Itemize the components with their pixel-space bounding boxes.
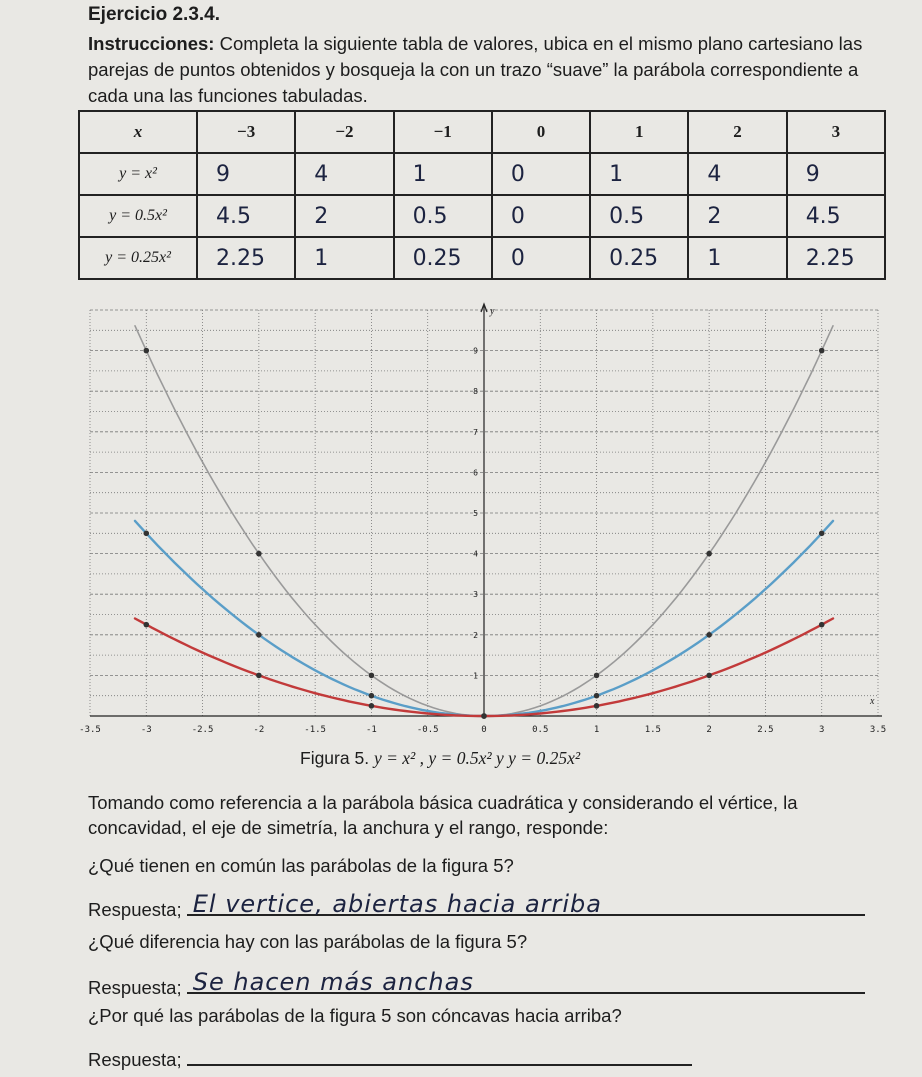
table-row bbox=[79, 153, 885, 195]
data-point bbox=[706, 673, 712, 679]
answer-1-line[interactable] bbox=[187, 890, 865, 916]
data-point bbox=[819, 348, 825, 354]
data-point bbox=[369, 673, 375, 679]
table-cell[interactable]: 1 bbox=[394, 153, 492, 195]
table-row-label: y = 0.5x² bbox=[79, 195, 197, 237]
table-header-cell: −2 bbox=[295, 111, 393, 153]
table-cell[interactable]: 4.5 bbox=[787, 195, 885, 237]
table-row bbox=[79, 237, 885, 279]
table-cell[interactable]: 1 bbox=[295, 237, 393, 279]
x-tick-label: 2.5 bbox=[757, 725, 774, 735]
table-header-cell: 2 bbox=[688, 111, 786, 153]
y-tick-label: 1 bbox=[473, 671, 478, 681]
table-row-label: y = 0.25x² bbox=[79, 237, 197, 279]
data-point bbox=[594, 693, 600, 699]
data-point bbox=[256, 551, 262, 557]
table-cell[interactable]: 0.25 bbox=[394, 237, 492, 279]
table-header-cell: −1 bbox=[394, 111, 492, 153]
data-point bbox=[369, 693, 375, 699]
table-row bbox=[79, 195, 885, 237]
table-header-cell: 3 bbox=[787, 111, 885, 153]
caption-prefix: Figura 5. bbox=[300, 748, 370, 768]
y-tick-label: 2 bbox=[473, 630, 478, 640]
y-tick-label: 6 bbox=[473, 468, 478, 478]
x-tick-label: 0 bbox=[481, 725, 487, 735]
data-point bbox=[819, 531, 825, 537]
y-tick-label: 3 bbox=[473, 590, 478, 600]
table-cell[interactable]: 4 bbox=[688, 153, 786, 195]
x-axis-label: x bbox=[870, 696, 875, 707]
table-cell[interactable]: 9 bbox=[197, 153, 295, 195]
table-header-cell: 1 bbox=[590, 111, 688, 153]
answer-2-text: Se hacen más anchas bbox=[192, 968, 474, 996]
data-point bbox=[256, 673, 262, 679]
x-tick-label: 1 bbox=[593, 725, 600, 735]
instructions bbox=[88, 31, 888, 109]
values-table bbox=[78, 110, 886, 280]
table-row-label: y = x² bbox=[79, 153, 197, 195]
table-header-x: x bbox=[79, 111, 197, 153]
x-tick-label: 3 bbox=[819, 725, 825, 735]
answer-1 bbox=[88, 890, 888, 922]
answer-3-label: Respuesta; bbox=[88, 1049, 182, 1070]
y-tick-label: 8 bbox=[473, 387, 478, 397]
instructions-label: Instrucciones: bbox=[88, 33, 215, 54]
table-header-row bbox=[79, 111, 885, 153]
y-axis-label: y bbox=[490, 306, 495, 317]
instructions-text: Completa la siguiente tabla de valores, ubica en el mismo plano cartesiano las parejas de puntos obtenidos y bosqueja la con un trazo “suave” la parábola correspondiente a cada una las funciones tabuladas. bbox=[88, 33, 863, 106]
data-point bbox=[819, 622, 825, 628]
answer-3 bbox=[88, 1040, 888, 1072]
answer-1-label: Respuesta; bbox=[88, 899, 182, 920]
caption-math: y = x² , y = 0.5x² y y = 0.25x² bbox=[373, 748, 581, 768]
x-tick-label: -1.5 bbox=[304, 725, 326, 735]
y-tick-label: 9 bbox=[473, 346, 478, 356]
answer-2-line[interactable] bbox=[187, 968, 865, 994]
answer-2 bbox=[88, 968, 888, 1000]
table-cell[interactable]: 4 bbox=[295, 153, 393, 195]
table-header-cell: 0 bbox=[492, 111, 590, 153]
table-cell[interactable]: 2.25 bbox=[787, 237, 885, 279]
x-tick-label: -1 bbox=[366, 725, 377, 735]
data-point bbox=[143, 531, 149, 537]
x-tick-label: -2 bbox=[253, 725, 265, 735]
data-point bbox=[143, 348, 149, 354]
table-cell[interactable]: 2 bbox=[688, 195, 786, 237]
question-1: ¿Qué tienen en común las parábolas de la figura 5? bbox=[88, 855, 514, 876]
table-cell[interactable]: 0.5 bbox=[590, 195, 688, 237]
questions-intro: Tomando como referencia a la parábola básica cuadrática y considerando el vértice, la concavidad, el eje de simetría, la anchura y el rango, responde: bbox=[88, 792, 798, 838]
x-tick-label: 0.5 bbox=[532, 725, 549, 735]
y-tick-label: 4 bbox=[473, 549, 478, 559]
table-cell[interactable]: 4.5 bbox=[197, 195, 295, 237]
data-point bbox=[143, 622, 149, 628]
data-point bbox=[256, 632, 262, 638]
data-point bbox=[594, 673, 600, 679]
table-cell[interactable]: 0 bbox=[492, 237, 590, 279]
x-tick-label: -2.5 bbox=[191, 725, 214, 735]
table-cell[interactable]: 2.25 bbox=[197, 237, 295, 279]
y-tick-label: 7 bbox=[473, 427, 478, 437]
x-tick-label: 3.5 bbox=[869, 725, 887, 735]
y-tick-label: 5 bbox=[473, 509, 478, 518]
answer-2-label: Respuesta; bbox=[88, 977, 182, 998]
answer-1-text: El vertice, abiertas hacia arriba bbox=[192, 890, 602, 918]
x-tick-label: -3.5 bbox=[79, 725, 101, 735]
exercise-title: Ejercicio 2.3.4. bbox=[88, 4, 221, 25]
table-cell[interactable]: 1 bbox=[590, 153, 688, 195]
table-cell[interactable]: 2 bbox=[295, 195, 393, 237]
data-point bbox=[481, 713, 487, 719]
table-cell[interactable]: 9 bbox=[787, 153, 885, 195]
x-tick-label: 2 bbox=[706, 725, 712, 735]
table-cell[interactable]: 0.5 bbox=[394, 195, 492, 237]
table-cell[interactable]: 0.25 bbox=[590, 237, 688, 279]
data-point bbox=[706, 632, 712, 638]
parabola-graph bbox=[78, 296, 888, 742]
question-3: ¿Por qué las parábolas de la figura 5 son cóncavas hacia arriba? bbox=[88, 1005, 622, 1026]
x-tick-label: -3 bbox=[140, 725, 152, 735]
data-point bbox=[706, 551, 712, 557]
data-point bbox=[369, 703, 375, 709]
table-cell[interactable]: 0 bbox=[492, 195, 590, 237]
data-point bbox=[594, 703, 600, 709]
x-tick-label: 1.5 bbox=[644, 725, 661, 735]
question-2: ¿Qué diferencia hay con las parábolas de la figura 5? bbox=[88, 931, 528, 952]
figure-caption bbox=[300, 748, 580, 769]
table-header-cell: −3 bbox=[197, 111, 295, 153]
x-tick-label: -0.5 bbox=[416, 725, 439, 735]
table-cell[interactable]: 0 bbox=[492, 153, 590, 195]
table-cell[interactable]: 1 bbox=[688, 237, 786, 279]
answer-3-line[interactable] bbox=[187, 1040, 692, 1066]
